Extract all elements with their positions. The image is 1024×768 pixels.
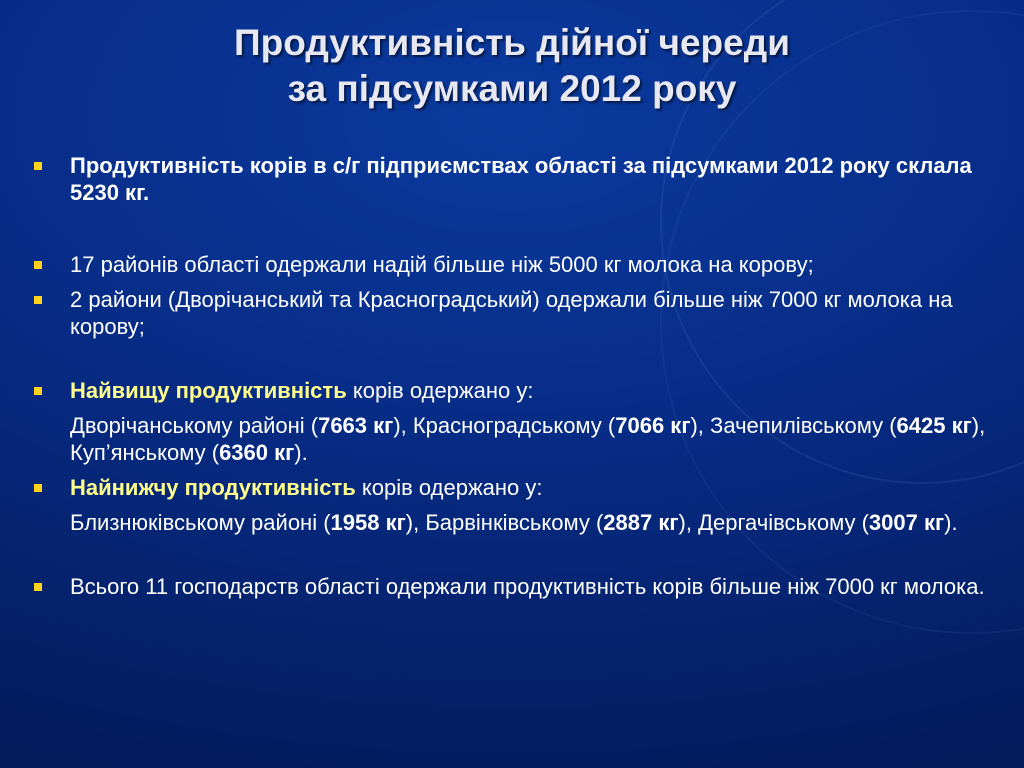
value-derhachi: 3007 кг [868,510,945,535]
square-bullet-icon [34,261,42,269]
detail-text: ), Куп’янському ( [70,413,986,465]
bullet-text: Всього 11 господарств області одержали продуктивність корів більше ніж 7000 кг молока. [70,574,985,599]
bullet-item-highest [34,377,999,404]
bullet-text: 17 районів області одержали надій більше ніж 5000 кг молока на корову; [70,252,814,277]
square-bullet-icon [34,484,42,492]
bullet-item-farms-7000 [34,573,999,600]
value-kupiansk: 6360 кг [219,440,295,465]
square-bullet-icon [34,583,42,591]
detail-text: ). [294,440,308,465]
bullet-text: 2 райони (Дворічанський та Красноградський) одержали більше ніж 7000 кг молока на корову; [70,287,953,339]
square-bullet-icon [34,162,42,170]
bullet-item-lowest [34,474,999,501]
value-barvinkove: 2887 кг [603,510,679,535]
value-zachepylivka: 6425 кг [896,413,972,438]
detail-text: Близнюківському районі ( [70,510,331,535]
highest-detail [34,412,999,466]
bullet-item-total-productivity [34,152,999,206]
highlight-text: Найнижчу продуктивність [70,475,356,500]
bullet-text: Продуктивність корів в с/г підприємствах області за підсумками 2012 року склала 5230 кг. [70,153,972,205]
detail-text: ), Дергачівському ( [678,510,869,535]
square-bullet-icon [34,296,42,304]
title-line-1: Продуктивність дійної череди [234,22,790,63]
highlight-text: Найвищу продуктивність [70,378,347,403]
detail-text: ), Красноградському ( [393,413,616,438]
value-blyzniuky: 1958 кг [330,510,406,535]
bullet-text: корів одержано у: [355,475,543,500]
value-dvorichna: 7663 кг [318,413,394,438]
detail-text: ), Зачепилівському ( [690,413,897,438]
bullet-item-districts-5000 [34,251,999,278]
value-krasnohrad: 7066 кг [615,413,691,438]
title-line-2: за підсумками 2012 року [287,68,737,109]
bullet-list [34,152,999,600]
bullet-item-districts-7000 [34,286,999,340]
lowest-detail [34,509,999,536]
square-bullet-icon [34,387,42,395]
detail-text: ), Барвінківському ( [405,510,604,535]
detail-text: ). [944,510,958,535]
bullet-text: корів одержано у: [346,378,534,403]
detail-text: Дворічанському районі ( [70,413,319,438]
slide-title [0,20,1024,112]
